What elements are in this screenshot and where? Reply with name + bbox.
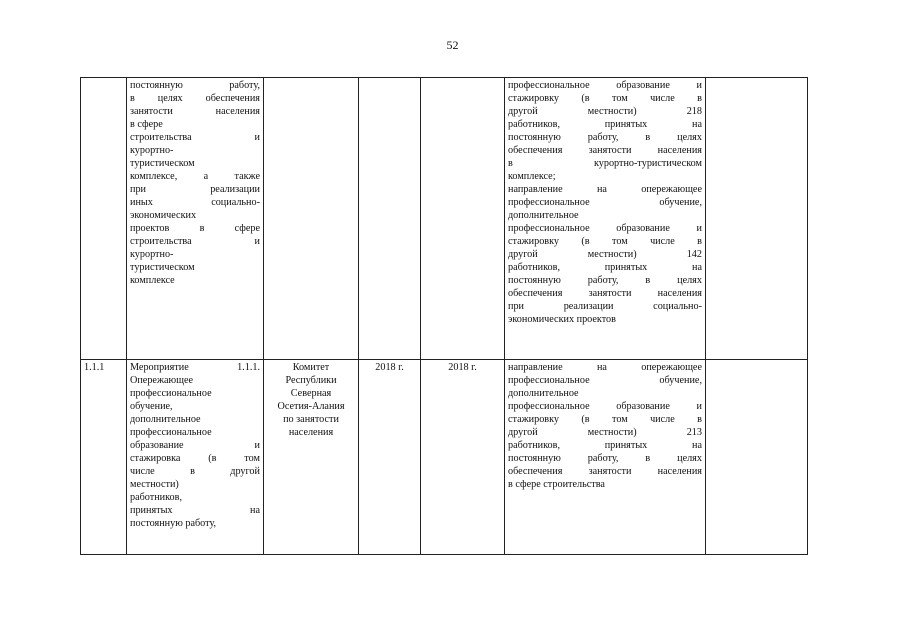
text-line: стажировку (в том числе в (508, 236, 702, 247)
text-line: другой местности) 218 (508, 106, 702, 117)
text-line: дополнительное (130, 414, 201, 425)
row-number-cell (81, 78, 127, 360)
table-row (81, 360, 808, 555)
text-line: работников, принятых на (508, 262, 702, 273)
result-cell (505, 360, 706, 555)
text-line: местности) (130, 479, 179, 490)
extra-cell (706, 360, 808, 555)
text-line: Северная (290, 388, 332, 399)
extra-cell (706, 78, 808, 360)
row-number-cell: 1.1.1 (81, 360, 127, 555)
measures-table (80, 77, 808, 555)
text-line: профессиональное обучение, (508, 375, 702, 386)
text-line: профессиональное (130, 427, 212, 438)
measure-name-cell (127, 78, 264, 360)
result-cell (505, 78, 706, 360)
text-line: работников, принятых на (508, 119, 702, 130)
text-line: проектов в сфере (130, 223, 260, 234)
text-line: в сфере (130, 119, 163, 130)
text-line: при реализации (130, 184, 260, 195)
text-line: обеспечения занятости населения (508, 145, 702, 156)
text-line: туристическом (130, 262, 195, 273)
text-line: постоянную работу, в целях (508, 132, 702, 143)
text-line: направление на опережающее (508, 184, 702, 195)
table-row (81, 78, 808, 360)
text-line: Осетия-Алания (277, 401, 345, 412)
text-line: комплексе, а также (130, 171, 260, 182)
text-line: работников, (130, 492, 182, 503)
text-line: комплексе; (508, 171, 556, 182)
text-line: профессиональное (130, 388, 212, 399)
text-line: стажировку (в том числе в (508, 93, 702, 104)
text-line: обеспечения занятости населения (508, 466, 702, 477)
text-line: туристическом (130, 158, 195, 169)
text-line: постоянную работу, в целях (508, 453, 702, 464)
text-line: стажировку (в том числе в (508, 414, 702, 425)
text-line: работников, принятых на (508, 440, 702, 451)
start-date-cell (359, 78, 421, 360)
text-line: курортно- (130, 249, 174, 260)
text-line: профессиональное образование и (508, 401, 702, 412)
text-line: строительства и (130, 236, 260, 247)
text-line: принятых на (130, 505, 260, 516)
text-line: обучение, (130, 401, 173, 412)
text-line: населения (288, 427, 334, 438)
text-line: по занятости (283, 414, 339, 425)
end-date-cell (421, 78, 505, 360)
text-line: профессиональное обучение, (508, 197, 702, 208)
text-line: курортно- (130, 145, 174, 156)
text-line: экономических (130, 210, 197, 221)
text-line: постоянную работу, (130, 518, 217, 529)
executor-cell (264, 78, 359, 360)
text-line: при реализации социально- (508, 301, 702, 312)
text-line: стажировка (в том (130, 453, 260, 464)
executor-cell (264, 360, 359, 555)
text-line: другой местности) 142 (508, 249, 702, 260)
text-line: комплексе (130, 275, 175, 286)
end-date-cell: 2018 г. (421, 360, 505, 555)
text-line: Опережающее (130, 375, 194, 386)
text-line: занятости населения (130, 106, 260, 117)
text-line: экономических проектов (508, 314, 616, 325)
text-line: в сфере строительства (508, 479, 605, 490)
text-line: Республики (285, 375, 337, 386)
text-line: Мероприятие 1.1.1. (130, 362, 260, 373)
text-line: профессиональное образование и (508, 223, 702, 234)
text-line: профессиональное образование и (508, 80, 702, 91)
page-number: 52 (446, 38, 459, 52)
text-line: строительства и (130, 132, 260, 143)
start-date-cell: 2018 г. (359, 360, 421, 555)
text-line: дополнительное (508, 210, 579, 221)
text-line: другой местности) 213 (508, 427, 702, 438)
text-line: числе в другой (130, 466, 260, 477)
text-line: обеспечения занятости населения (508, 288, 702, 299)
text-line: Комитет (292, 362, 330, 373)
text-line: образование и (130, 440, 260, 451)
measure-name-cell (127, 360, 264, 555)
text-line: дополнительное (508, 388, 579, 399)
text-line: иных социально- (130, 197, 260, 208)
text-line: в целях обеспечения (130, 93, 260, 104)
text-line: постоянную работу, в целях (508, 275, 702, 286)
text-line: в курортно-туристическом (508, 158, 702, 169)
text-line: постоянную работу, (130, 80, 260, 91)
text-line: направление на опережающее (508, 362, 702, 373)
